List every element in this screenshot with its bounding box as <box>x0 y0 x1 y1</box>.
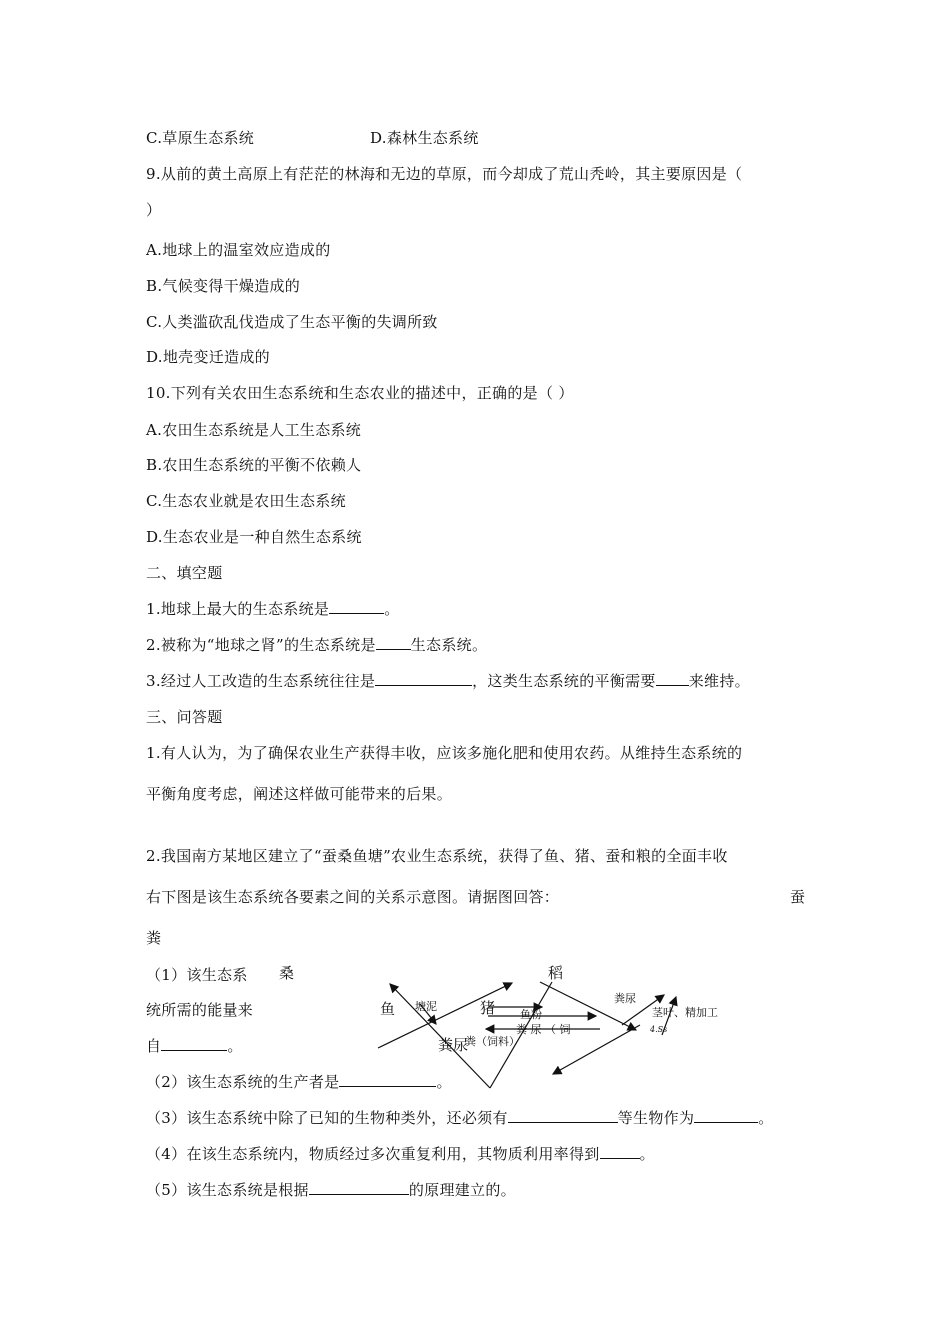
sub2-end: 。 <box>436 1073 452 1091</box>
label-tangni: 塘泥 <box>415 1000 437 1013</box>
qa-heading: 三、问答题 <box>146 708 223 726</box>
fill-q2-text: 2.被称为“地球之肾”的生态系统是 <box>146 636 376 654</box>
sub3-mid: 等生物作为 <box>617 1109 695 1127</box>
qa-q2-line3: 粪 <box>146 929 162 947</box>
fill-q3-mid: ，这类生态系统的平衡需要 <box>472 672 656 690</box>
label-fenniao-top: 粪尿 <box>614 992 636 1005</box>
q9-option-a: A.地球上的温室效应造成的 <box>146 241 331 259</box>
sub2-text: （2）该生态系统的生产者是 <box>146 1073 340 1091</box>
fill-heading: 二、填空题 <box>146 564 223 582</box>
label-yu: 鱼 <box>380 1000 396 1018</box>
fill-q3-text: 3.经过人工改造的生态系统往往是 <box>146 672 376 690</box>
label-fenniao-si: 粪 尿 （ 饲 <box>516 1023 571 1036</box>
q10-option-b: B.农田生态系统的平衡不依赖人 <box>146 456 362 474</box>
sub3-end: 。 <box>758 1109 774 1127</box>
q8-option-c: C.草原生态系统 <box>146 129 255 147</box>
label-dao: 稻 <box>548 964 564 982</box>
q9-close-paren: ） <box>146 201 162 219</box>
sub4-end: 。 <box>639 1145 655 1163</box>
sub1-line1: （1）该生态系 <box>146 966 248 984</box>
label-jingye-small: 4.Ss <box>650 1025 668 1034</box>
qa-q2-line1: 2.我国南方某地区建立了“蚕桑鱼塘”农业生态系统，获得了鱼、猪、蚕和粮的全面丰收 <box>146 847 728 865</box>
label-zhu: 猪 <box>480 999 496 1017</box>
fill-q1-text: 1.地球上最大的生态系统是 <box>146 600 330 618</box>
qa-q2-line2: 右下图是该生态系统各要素之间的关系示意图。请据图回答： <box>146 888 560 906</box>
q9-option-b: B.气候变得干燥造成的 <box>146 277 301 295</box>
sub5-end: 的原理建立的。 <box>408 1181 516 1199</box>
sub3-text: （3）该生态系统中除了已知的生物种类外，还必须有 <box>146 1109 508 1127</box>
q9-option-c: C.人类滥砍乱伐造成了生态平衡的失调所致 <box>146 313 438 331</box>
fill-q3-end: 来维持。 <box>688 672 750 690</box>
qa-q2-line2-right: 蚕 <box>790 888 806 906</box>
sub4-text: （4）在该生态系统内，物质经过多次重复利用，其物质利用率得到 <box>146 1145 600 1163</box>
q10-option-d: D.生态农业是一种自然生态系统 <box>146 528 362 546</box>
qa-q1-line2: 平衡角度考虑，阐述这样做可能带来的后果。 <box>146 785 453 803</box>
fill-q2-end: 生态系统。 <box>410 636 488 654</box>
qa-q1-line1: 1.有人认为，为了确保农业生产获得丰收，应该多施化肥和使用农药。从维持生态系统的 <box>146 744 743 762</box>
label-fenniao-mid: 粪尿 <box>438 1036 469 1054</box>
q8-option-d: D.森林生态系统 <box>370 129 479 147</box>
label-sang: 桑 <box>279 964 295 982</box>
sub1-end: 。 <box>227 1037 243 1055</box>
q10-option-a: A.农田生态系统是人工生态系统 <box>146 421 362 439</box>
sub1-line2: 统所需的能量来 <box>146 1001 254 1019</box>
q10-option-c: C.生态农业就是农田生态系统 <box>146 492 346 510</box>
q10-stem: 10.下列有关农田生态系统和生态农业的描述中，正确的是（ ） <box>146 384 574 402</box>
label-yufen: 鱼粉 <box>520 1008 542 1021</box>
sub5-text: （5）该生态系统是根据 <box>146 1181 309 1199</box>
q9-stem: 9.从前的黄土高原上有茫茫的林海和无边的草原，而今却成了荒山秃岭，其主要原因是（ <box>146 165 743 183</box>
q9-option-d: D.地壳变迁造成的 <box>146 348 270 366</box>
label-jingye: 茎叶、精加工 <box>652 1006 718 1019</box>
fill-q1-end: 。 <box>384 600 400 618</box>
sub1-text: 自 <box>146 1037 162 1055</box>
label-fen-siliao: 粪（饲料） <box>465 1035 520 1048</box>
